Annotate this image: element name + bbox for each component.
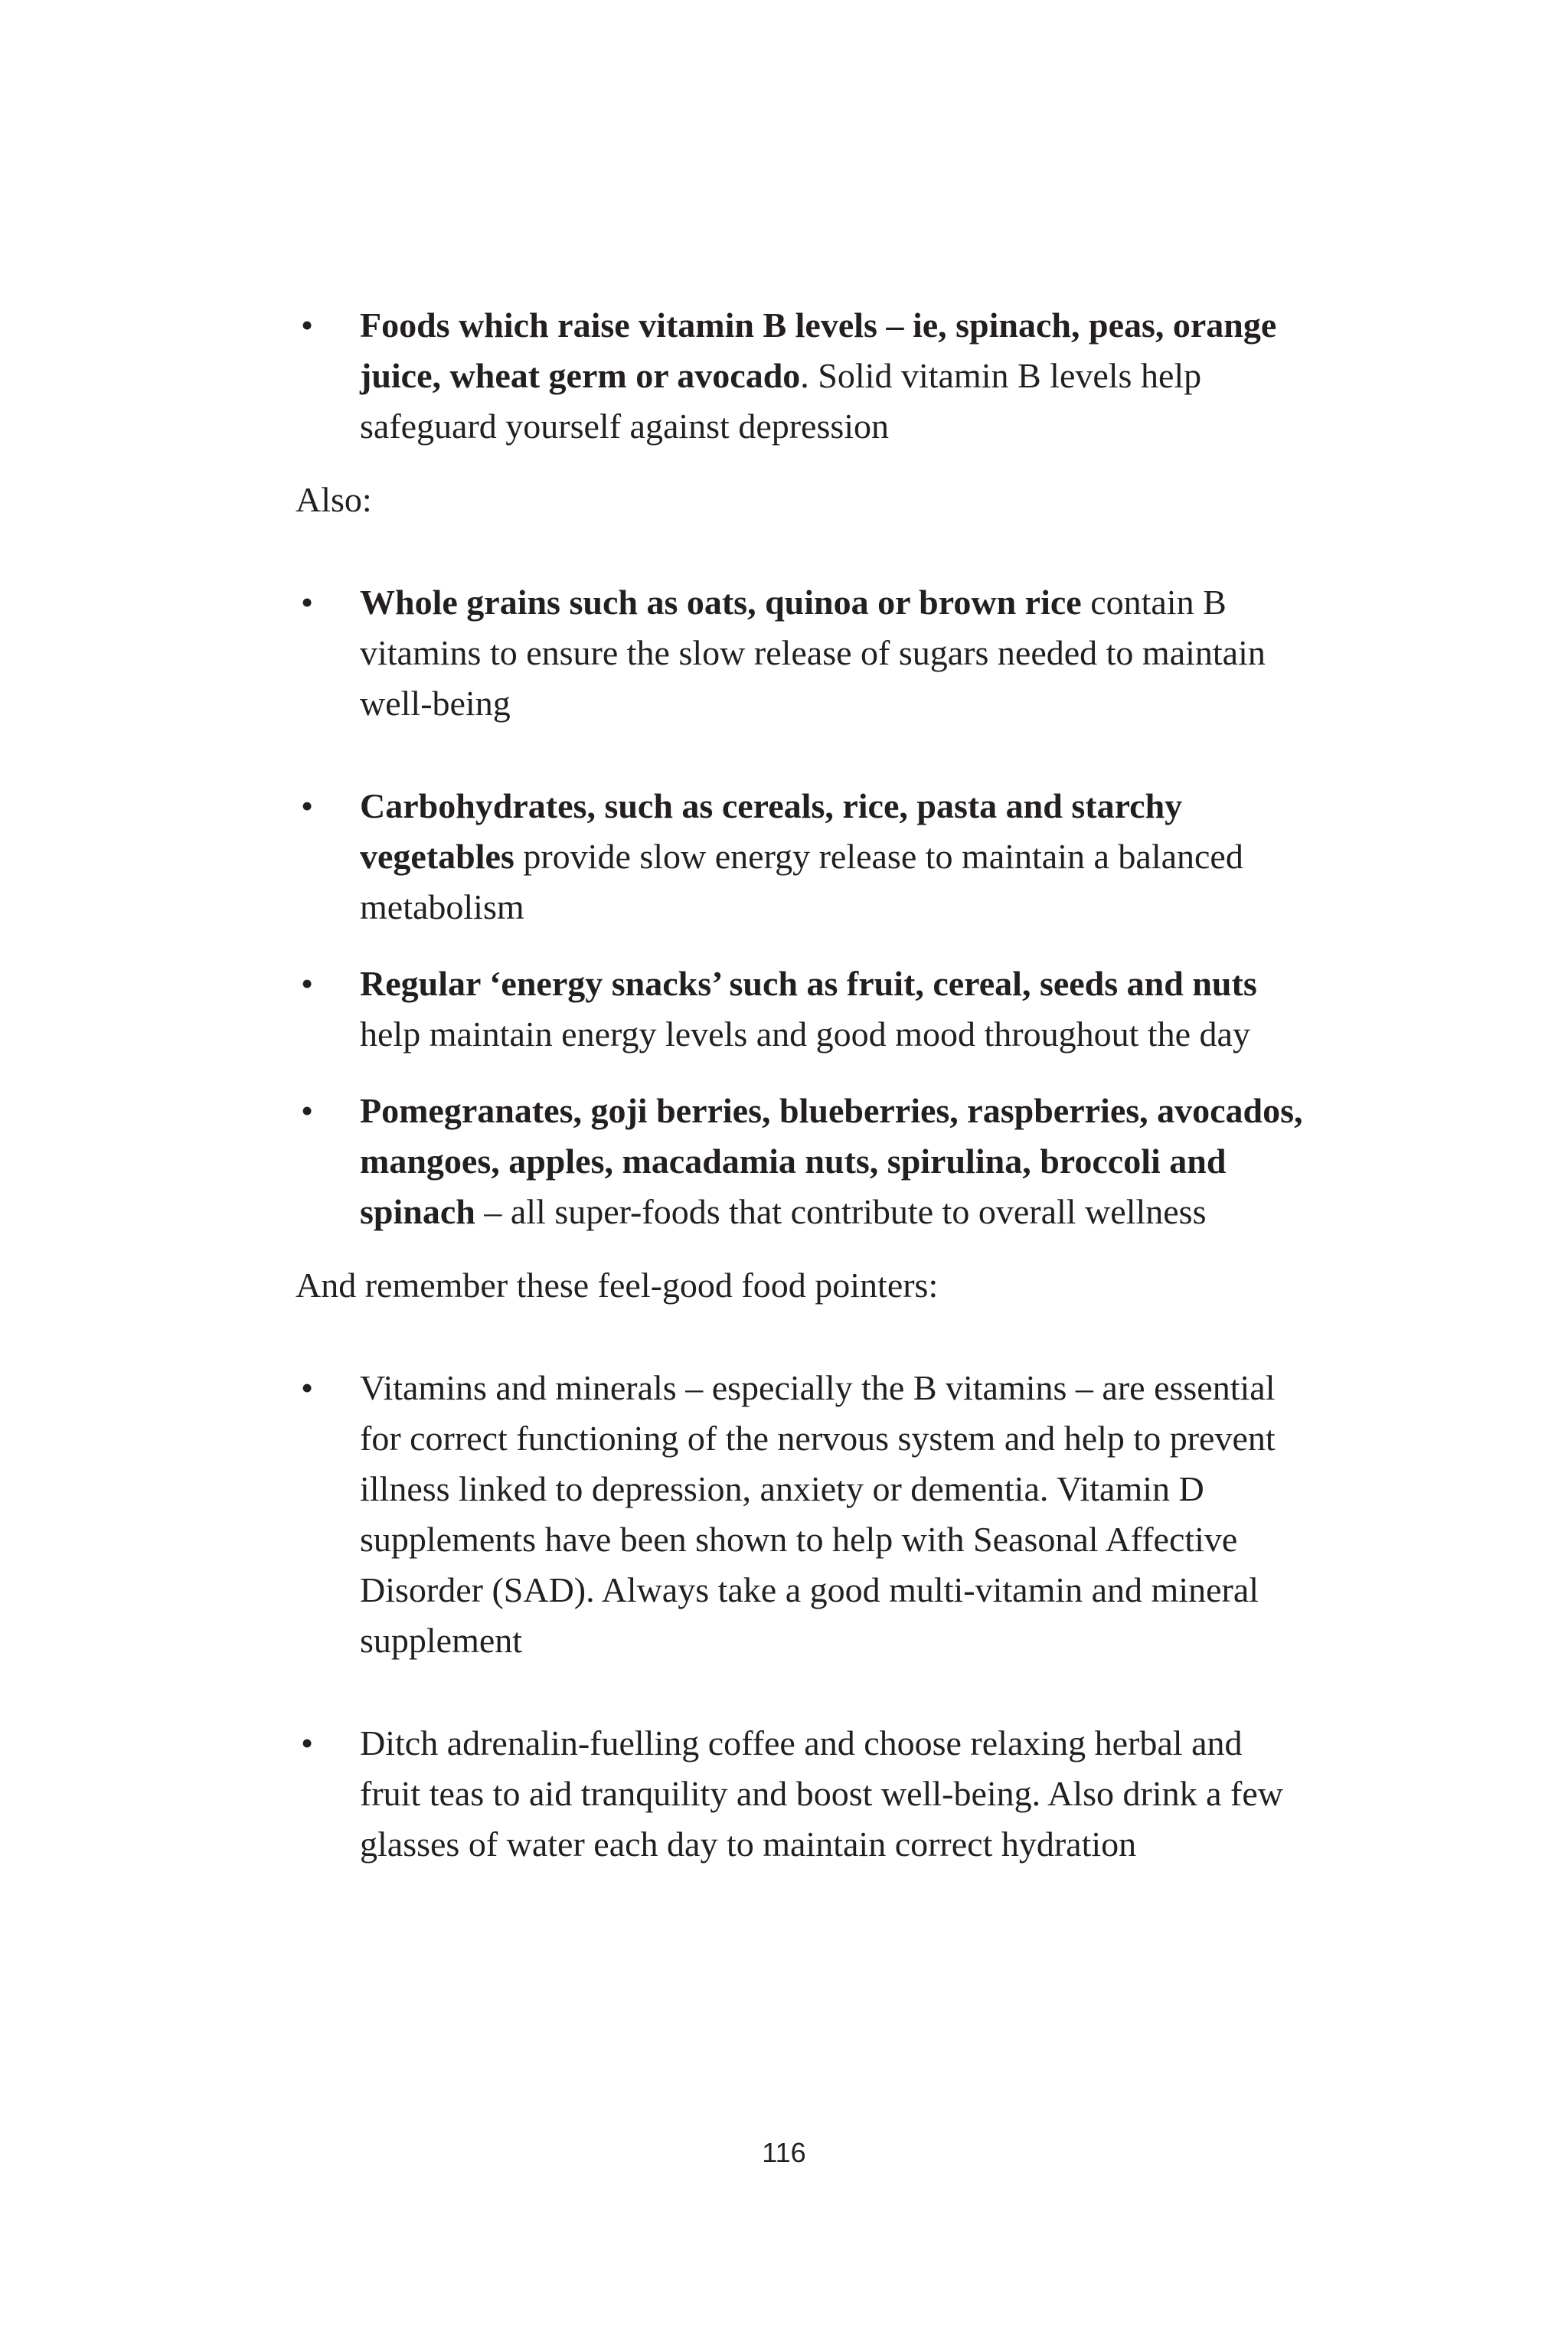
bullet-icon: • [300, 964, 314, 1003]
bullet-icon: • [300, 1723, 314, 1762]
list-item [296, 1718, 1306, 1870]
list-item-text: Ditch adrenalin-fuelling coffee and choose relaxing herbal and fruit teas to aid tranquility and boost well-being. Also drink a few glasses of water each day to maintain correct hydration [360, 1723, 1283, 1864]
bullet-icon: • [300, 786, 314, 825]
list-item [296, 959, 1306, 1060]
bullet-icon: • [300, 1091, 314, 1130]
list-item-text: provide slow energy release to maintain a balanced metabolism [360, 837, 1243, 926]
bullet-icon: • [300, 1368, 314, 1407]
list-item [296, 1086, 1306, 1237]
remember-label: And remember these feel-good food pointers: [296, 1266, 939, 1305]
list-item-text: – all super-foods that contribute to overall wellness [475, 1192, 1207, 1231]
list-item [296, 1363, 1306, 1666]
list-item-text: Vitamins and minerals – especially the B vitamins – are essential for correct functioning of the nervous system and help to prevent illness linked to depression, anxiety or dementia. Vitamin D supplements have been shown to help with Seasonal Affective Disorder (SAD). Always take a good multi-vitamin and mineral supplement [360, 1368, 1276, 1660]
list-item-bold: Regular ‘energy snacks’ such as fruit, cereal, seeds and nuts [360, 964, 1257, 1003]
list-item-bold: Foods which raise vitamin B levels – ie, spinach, peas, orange juice, wheat germ or avocado [360, 305, 1277, 395]
list-item [296, 577, 1306, 729]
list-item [296, 781, 1306, 933]
list-item [296, 300, 1306, 452]
list-item-text: contain B vitamins to ensure the slow release of sugars needed to maintain well-being [360, 583, 1266, 723]
list-item-text: . Solid vitamin B levels help safeguard yourself against depression [360, 356, 1202, 446]
bullet-icon: • [300, 583, 314, 622]
list-item-bold: Carbohydrates, such as cereals, rice, pasta and starchy vegetables [360, 786, 1183, 876]
also-label: Also: [296, 480, 372, 519]
vitamin-b-list [296, 300, 1306, 452]
list-item-text: help maintain energy levels and good mood throughout the day [360, 1014, 1250, 1054]
page-body [296, 300, 1306, 1870]
page-number: 116 [762, 2137, 806, 2168]
foods-list [296, 577, 1306, 1237]
bullet-icon: • [300, 305, 314, 345]
list-item-bold: Whole grains such as oats, quinoa or brown rice [360, 583, 1082, 622]
pointers-list [296, 1363, 1306, 1870]
list-item-bold: Pomegranates, goji berries, blueberries, raspberries, avocados, mangoes, apples, macadamia nuts, spirulina, broccoli and spinach [360, 1091, 1303, 1231]
